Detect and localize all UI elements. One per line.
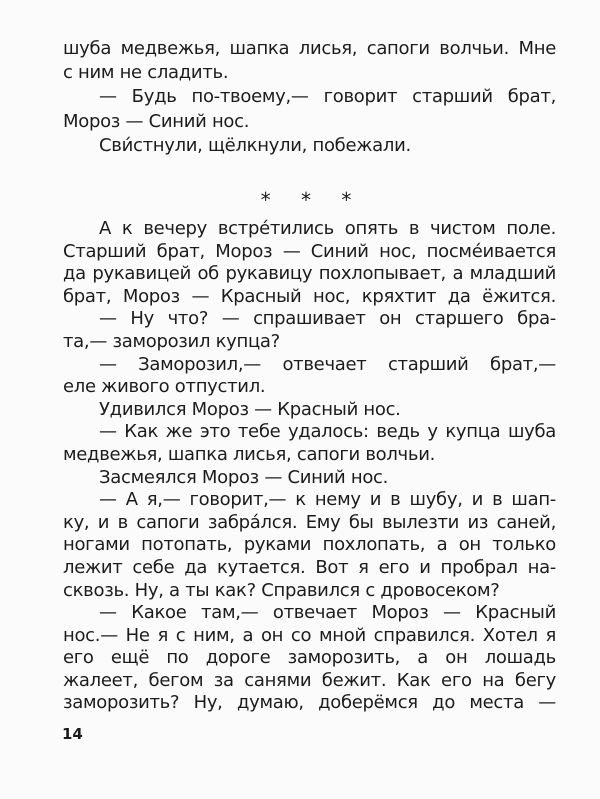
text-line: — Какое там,— отвечает Мороз — Красный (99, 602, 556, 624)
text-line: сквозь. Ну, а ты как? Справился с дровосеком? (63, 579, 500, 601)
text-line: ногами потопать, руками похлопать, а он только (63, 534, 556, 556)
text-line: А к вечеру встре́тились опять в чистом поле. (99, 218, 556, 239)
text-line: — Заморозил,— отвечает старший брат,— (99, 353, 556, 375)
text-line: жалеет, бегом за санями бежит. Как его на бегу (63, 669, 556, 691)
text-line: с ним не сладить. (63, 62, 229, 84)
text-line: Сви́стнули, щёлкнули, побежали. (99, 134, 411, 156)
text-block-top (63, 37, 556, 158)
text-line: та,— заморозил купца? (63, 330, 280, 352)
text-line: Засмеялся Мороз — Синий нос. (99, 466, 389, 488)
text-line: еле живого отпустил. (63, 376, 266, 398)
text-line: Старший брат, Мороз — Синий нос, посме́ивается (63, 240, 556, 262)
text-line: — Как же это тебе удалось: ведь у купца шуба (99, 421, 556, 443)
text-line: Удивился Мороз — Красный нос. (99, 398, 401, 420)
text-line: лежит себе да кутается. Вот я его и пробрал на- (63, 556, 556, 578)
text-line: заморозить? Ну, думаю, доберёмся до места — (63, 692, 556, 714)
text-line: ку, и в сапоги забра́лся. Ему бы вылезти из саней, (63, 511, 556, 533)
text-line: — А я,— говорит,— к нему и в шубу, и в шап- (99, 489, 556, 511)
text-line: шуба медвежья, шапка лисья, сапоги волчьи. Мне (63, 38, 556, 59)
text-line: да рукавицей об рукавицу похлопывает, а младший (63, 263, 556, 285)
text-line: — Будь по-твоему,— говорит старший брат, (99, 86, 556, 108)
text-line: Мороз — Синий нос. (63, 110, 250, 132)
text-line: брат, Мороз — Красный нос, кряхтит да ёжится. (63, 285, 556, 307)
text-block-bottom (63, 218, 556, 715)
text-line: нос.— Не я с ним, а он со мной справился. Хотел я (63, 624, 556, 646)
text-line: медвежья, шапка лисья, сапоги волчьи. (63, 443, 436, 465)
section-separator: * * * (260, 188, 364, 212)
page-number: 14 (62, 725, 83, 743)
text-line: его ещё по дороге заморозить, а он лошадь (63, 647, 556, 669)
text-line: — Ну что? — спрашивает он старшего бра- (99, 308, 556, 330)
